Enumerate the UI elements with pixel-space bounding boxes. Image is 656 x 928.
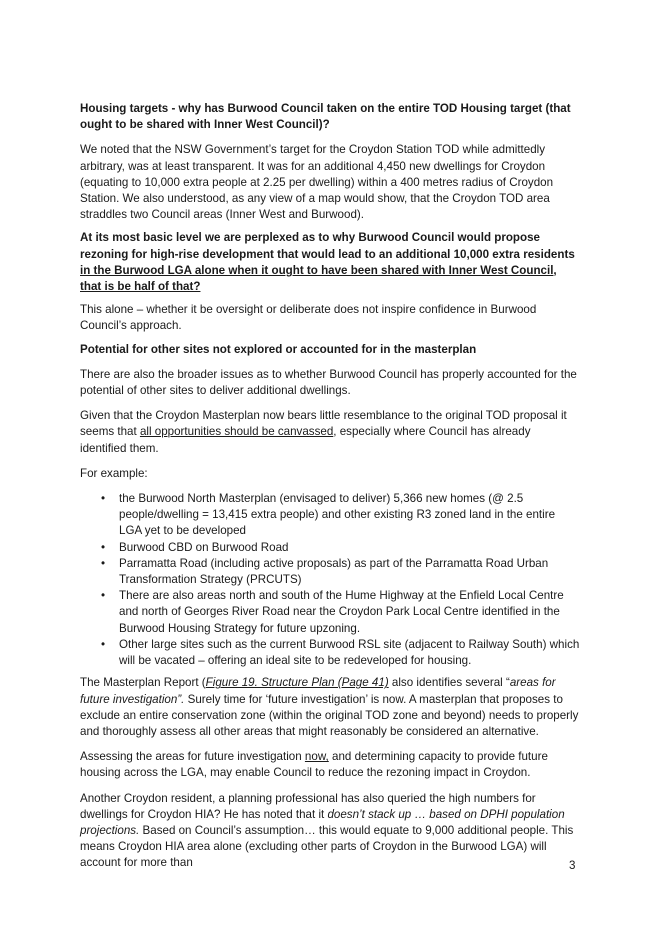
structure-plan-mid-text: also identifies several “ bbox=[388, 676, 510, 690]
bullet-glyph: • bbox=[101, 492, 106, 506]
section-heading-other-sites: Potential for other sites not explored or accounted for in the masterplan bbox=[80, 342, 477, 356]
perplexed-underlined-text: in the Burwood LGA alone when it ought to have been shared with Inner West Council, that is be half of that? bbox=[80, 263, 557, 294]
list-item-text: There are also areas north and south of the Hume Highway at the Enfield Local Centre and north of Georges River Road near the Croydon Park Local Centre identified in the Burwood Housing Strategy for future upzoning. bbox=[119, 589, 564, 635]
now-underlined-text: now, bbox=[304, 750, 329, 764]
section-heading-housing-targets: Housing targets - why has Burwood Council taken on the entire TOD Housing target (that ought to be shared with Inner West Council)? bbox=[80, 102, 571, 132]
perplexed-text: At its most basic level we are perplexed as to why Burwood Council would propose rezoning for high-rise development that would lead to an additional 10,000 extra residents bbox=[80, 231, 575, 261]
assessing-text: Assessing the areas for future investigation bbox=[80, 750, 305, 764]
list-item-text: the Burwood North Masterplan (envisaged to deliver) 5,366 new homes (@ 2.5 people/dwelling = 13,415 extra people) and other existing R3 zoned land in the entire LGA yet to be developed bbox=[119, 492, 556, 538]
resemblance-text: Given that the Croydon Masterplan now bears little resemblance to the original TOD proposal it seems that bbox=[80, 409, 567, 439]
sites-bullet-list bbox=[80, 491, 580, 669]
figure-reference: Figure 19. Structure Plan (Page 41) bbox=[205, 676, 389, 690]
list-item bbox=[80, 491, 580, 540]
paragraph-nsw-target: We noted that the NSW Government’s target for the Croydon Station TOD while admittedly arbitrary, was at least transparent. It was for an additional 4,450 new dwellings for Croydon (equating to 10,000 extra people at 2.25 per dwelling) within a 400 metres radius of Croydon Station. We also understood, as any view of a map would show, that the Croydon TOD area straddles two Council areas (Inner West and Burwood). bbox=[80, 143, 554, 222]
structure-plan-text: The Masterplan Report ( bbox=[80, 676, 206, 690]
paragraph-oversight: This alone – whether it be oversight or deliberate does not inspire confidence in Burwood Council’s approach. bbox=[80, 303, 537, 333]
bullet-glyph: • bbox=[101, 540, 106, 554]
paragraph-structure-plan bbox=[80, 675, 580, 740]
paragraph-planning-professional bbox=[80, 791, 580, 872]
list-item bbox=[80, 556, 580, 588]
page-number: 3 bbox=[569, 859, 576, 872]
paragraph-broader-issues: There are also the broader issues as to whether Burwood Council has properly accounted for the potential of other sites to deliver additional dwellings. bbox=[80, 367, 577, 398]
canvassed-underlined-text: all opportunities should be canvassed bbox=[139, 425, 334, 439]
bullet-glyph: • bbox=[101, 556, 106, 570]
planning-text: Another Croydon resident, a planning professional has also queried the high numbers for dwellings for Croydon HIA? He has noted that it bbox=[80, 791, 536, 821]
bullet-glyph: • bbox=[101, 589, 106, 603]
list-item bbox=[80, 588, 580, 637]
structure-plan-end-text: Surely time for ‘future investigation’ is now. A masterplan that proposes to exclude an entire conservation zone (within the original TOD zone and beyond) needs to properly and thoroughly assess all other areas that might reasonably be considered an alternative. bbox=[80, 692, 579, 738]
bullet-glyph: • bbox=[101, 637, 106, 651]
page-body bbox=[80, 101, 580, 872]
dphi-quote: doesn’t stack up … based on DPHI population projections. bbox=[80, 807, 565, 837]
paragraph-assessing-areas bbox=[80, 749, 580, 781]
assessing-end-text: and determining capacity to provide future housing across the LGA, may enable Council to reduce the rezoning impact in Croydon. bbox=[80, 750, 548, 780]
resemblance-end-text: , especially where Council has already identified them. bbox=[80, 425, 531, 455]
planning-end-text: Based on Council’s assumption… this would equate to 9,000 additional people. This means Croydon HIA area alone (excluding other parts of Croydon in the Burwood LGA) will account for more than bbox=[80, 823, 574, 870]
paragraph-masterplan-resemblance bbox=[80, 408, 580, 457]
future-investigation-quote: areas for future investigation”. bbox=[80, 676, 556, 706]
list-item-text: Burwood CBD on Burwood Road bbox=[119, 540, 289, 554]
list-item-text: Parramatta Road (including active proposals) as part of the Parramatta Road Urban Transformation Strategy (PRCUTS) bbox=[119, 556, 549, 587]
list-item-text: Other large sites such as the current Burwood RSL site (adjacent to Railway South) which will be vacated – offering an ideal site to be redeveloped for housing. bbox=[119, 637, 580, 668]
list-item bbox=[80, 540, 580, 556]
list-item bbox=[80, 637, 580, 669]
paragraph-perplexed bbox=[80, 230, 580, 295]
paragraph-for-example: For example: bbox=[80, 466, 148, 480]
